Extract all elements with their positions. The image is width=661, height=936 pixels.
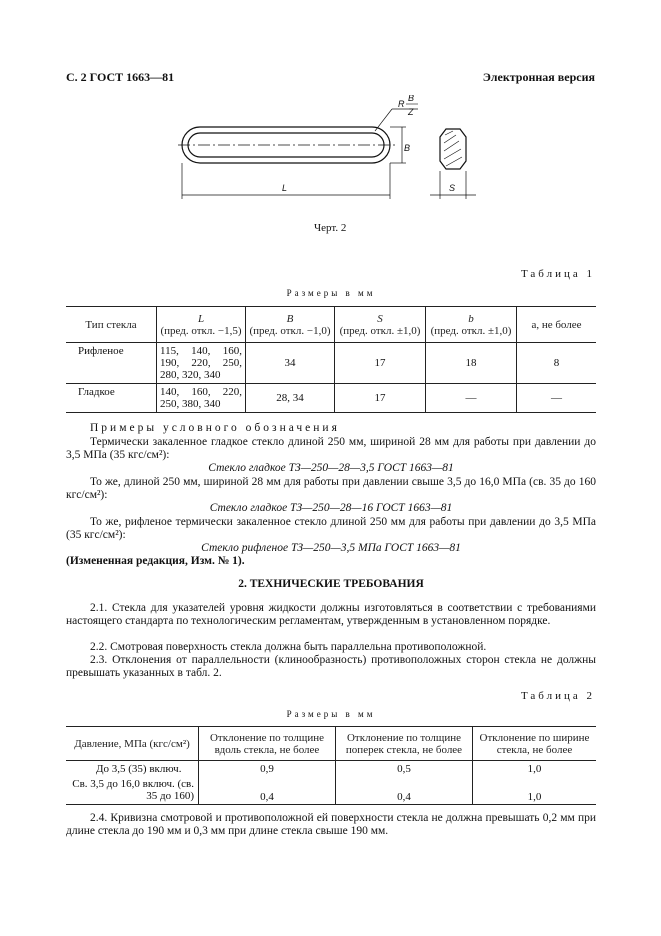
table1-header: S (пред. откл. ±1,0) [335, 307, 426, 343]
table-cell: 17 [335, 343, 426, 384]
table-cell: До 3,5 (35) включ. [66, 761, 199, 777]
example-1-designation: Стекло гладкое ТЗ—250—28—3,5 ГОСТ 1663—81 [208, 462, 454, 474]
table-cell: 140, 160, 220, 250, 380, 340 [157, 384, 246, 413]
edit-note: (Измененная редакция, Изм. № 1). [66, 555, 245, 567]
table1-header: a, не более [517, 307, 597, 343]
clause-2-2: 2.2. Смотровая поверхность стекла должна быть параллельна противоположной. [90, 641, 487, 653]
table2-subtitle: Размеры в мм [286, 709, 376, 719]
example-2-text: То же, длиной 250 мм, шириной 28 мм для работы при давлении свыше 3,5 до 16,0 МПа (св. 35 до 160 кгс/см²): [66, 476, 596, 501]
table1 [66, 306, 596, 413]
table2-header: Отклонение по ширине стекла, не более [473, 727, 597, 761]
label-r: R [398, 99, 405, 109]
example-2-designation: Стекло гладкое ТЗ—250—28—16 ГОСТ 1663—81 [209, 502, 453, 514]
table-cell: 1,0 [473, 761, 597, 777]
label-b-side: B [404, 143, 411, 153]
glass-drawing [170, 95, 500, 210]
examples-heading: Примеры условного обозначения [90, 422, 340, 434]
table-cell: — [426, 384, 517, 413]
page-header-right: Электронная версия [482, 70, 595, 84]
example-1-text: Термически закаленное гладкое стекло длиной 250 мм, шириной 28 мм для работы при давлении до 3,5 МПа (35 кгс/см²): [66, 436, 596, 461]
table-row [66, 777, 596, 805]
table-cell: 0,4 [199, 777, 336, 805]
table2-header: Отклонение по толщине вдоль стекла, не более [199, 727, 336, 761]
table-cell: — [517, 384, 597, 413]
label-s: S [449, 183, 456, 193]
drawing-caption: Черт. 2 [314, 222, 347, 234]
table-row [66, 761, 596, 777]
table-cell: 34 [246, 343, 335, 384]
section2-title: 2. ТЕХНИЧЕСКИЕ ТРЕБОВАНИЯ [238, 578, 424, 590]
table1-header: L (пред. откл. −1,5) [157, 307, 246, 343]
label-b-over: B [408, 95, 415, 103]
table-row [66, 343, 596, 384]
example-3-designation: Стекло рифленое ТЗ—250—3,5 МПа ГОСТ 1663—81 [201, 542, 461, 554]
table2-header: Отклонение по толщине поперек стекла, не более [336, 727, 473, 761]
table1-header: b (пред. откл. ±1,0) [426, 307, 517, 343]
table-cell: 8 [517, 343, 597, 384]
table1-header: Тип стекла [66, 307, 157, 343]
table1-subtitle: Размеры в мм [286, 288, 376, 298]
page-header-left: С. 2 ГОСТ 1663—81 [66, 70, 175, 84]
clause-2-1: 2.1. Стекла для указателей уровня жидкости должны изготовляться в соответствии с требованиями настоящего стандарта по технологическим регламентам, утвержденным в установленном порядке. [66, 602, 596, 627]
table-cell: 0,4 [336, 777, 473, 805]
table-cell: Гладкое [66, 384, 157, 413]
table1-title: Таблица 1 [520, 268, 595, 280]
label-z-under: Z [408, 107, 414, 117]
table-cell: 28, 34 [246, 384, 335, 413]
clause-2-3: 2.3. Отклонения от параллельности (клинообразность) противоположных сторон стекла не должны превышать указанных в табл. 2. [66, 654, 596, 679]
table-cell: 17 [335, 384, 426, 413]
table-cell: 18 [426, 343, 517, 384]
table2-header: Давление, МПа (кгс/см²) [66, 727, 199, 761]
table-cell: 0,5 [336, 761, 473, 777]
table2-title: Таблица 2 [520, 690, 595, 702]
table-cell: Рифленое [66, 343, 157, 384]
table2 [66, 726, 596, 805]
table-row [66, 384, 596, 413]
label-l: L [282, 183, 288, 193]
clause-2-4: 2.4. Кривизна смотровой и противоположной ей поверхности стекла не должна превышать 0,2 мм при длине стекла до 190 мм и 0,3 мм при длине стекла свыше 190 мм. [66, 812, 596, 837]
table1-header: B (пред. откл. −1,0) [246, 307, 335, 343]
table-cell: 1,0 [473, 777, 597, 805]
table-cell: 115, 140, 160, 190, 220, 250, 280, 320, 340 [157, 343, 246, 384]
example-3-text: То же, рифленое термически закаленное стекло длиной 250 мм для работы при давлении до 3,5 МПа (35 кгс/см²): [66, 516, 596, 541]
table-cell: Св. 3,5 до 16,0 включ. (св. 35 до 160) [66, 777, 199, 805]
table-cell: 0,9 [199, 761, 336, 777]
